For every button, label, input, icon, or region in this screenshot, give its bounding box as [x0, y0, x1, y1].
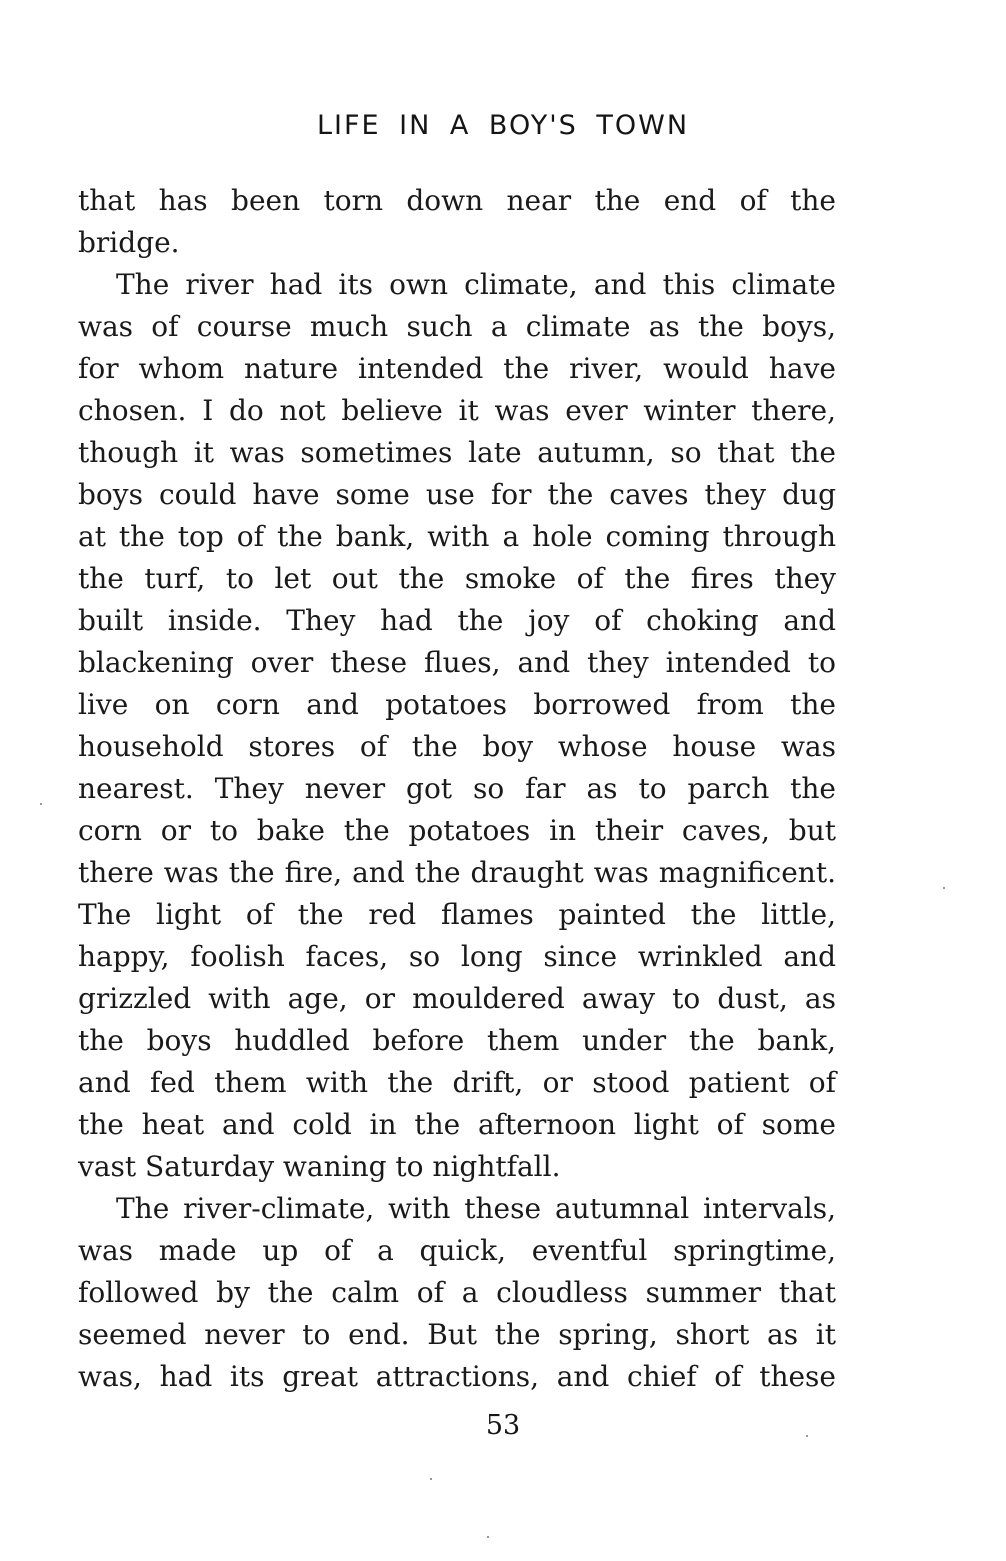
text-line: corn or to bake the potatoes in their caves, but — [78, 814, 836, 847]
text-line: at the top of the bank, with a hole coming through — [78, 520, 836, 553]
text-line: vast Saturday waning to nightfall. — [78, 1150, 561, 1183]
text-line: was, had its great attractions, and chief of these — [78, 1360, 836, 1393]
text-line: blackening over these flues, and they intended to — [78, 646, 836, 679]
text-line: bridge. — [78, 226, 180, 259]
text-line: the boys huddled before them under the bank, — [78, 1024, 836, 1057]
text-line: live on corn and potatoes borrowed from the — [78, 688, 836, 721]
scan-speck — [806, 1435, 808, 1437]
text-line: followed by the calm of a cloudless summer that — [78, 1276, 836, 1309]
paragraph-1 — [78, 180, 836, 264]
text-line: boys could have some use for the caves they dug — [78, 478, 836, 511]
scan-speck — [40, 803, 42, 805]
paragraph-2 — [78, 264, 836, 1188]
text-line: and fed them with the drift, or stood patient of — [78, 1066, 836, 1099]
page-number: 53 — [485, 1410, 521, 1441]
text-line: the turf, to let out the smoke of the fires they — [78, 562, 836, 595]
text-line: happy, foolish faces, so long since wrinkled and — [78, 940, 836, 973]
text-line: built inside. They had the joy of choking and — [78, 604, 836, 637]
body-text — [78, 180, 836, 1398]
text-line: the heat and cold in the afternoon light of some — [78, 1108, 836, 1141]
text-line: that has been torn down near the end of the — [78, 184, 836, 217]
text-line: chosen. I do not believe it was ever winter there, — [78, 394, 836, 427]
text-line: grizzled with age, or mouldered away to dust, as — [78, 982, 836, 1015]
text-line: there was the fire, and the draught was magnificent. — [78, 856, 836, 889]
paragraph-3 — [78, 1188, 836, 1398]
text-line: The river-climate, with these autumnal intervals, — [116, 1192, 836, 1225]
text-line: was of course much such a climate as the boys, — [78, 310, 836, 343]
text-line: nearest. They never got so far as to parch the — [78, 772, 836, 805]
text-line: though it was sometimes late autumn, so that the — [78, 436, 836, 469]
text-line: seemed never to end. But the spring, short as it — [78, 1318, 836, 1351]
text-line: for whom nature intended the river, would have — [78, 352, 836, 385]
text-line: The river had its own climate, and this climate — [116, 268, 836, 301]
scan-speck — [943, 887, 945, 889]
text-line: was made up of a quick, eventful springtime, — [78, 1234, 836, 1267]
scan-speck — [487, 1536, 489, 1538]
text-line: household stores of the boy whose house was — [78, 730, 836, 763]
scan-speck — [430, 1478, 432, 1480]
text-line: The light of the red flames painted the little, — [78, 898, 836, 931]
running-head: LIFE IN A BOY'S TOWN — [316, 110, 690, 141]
